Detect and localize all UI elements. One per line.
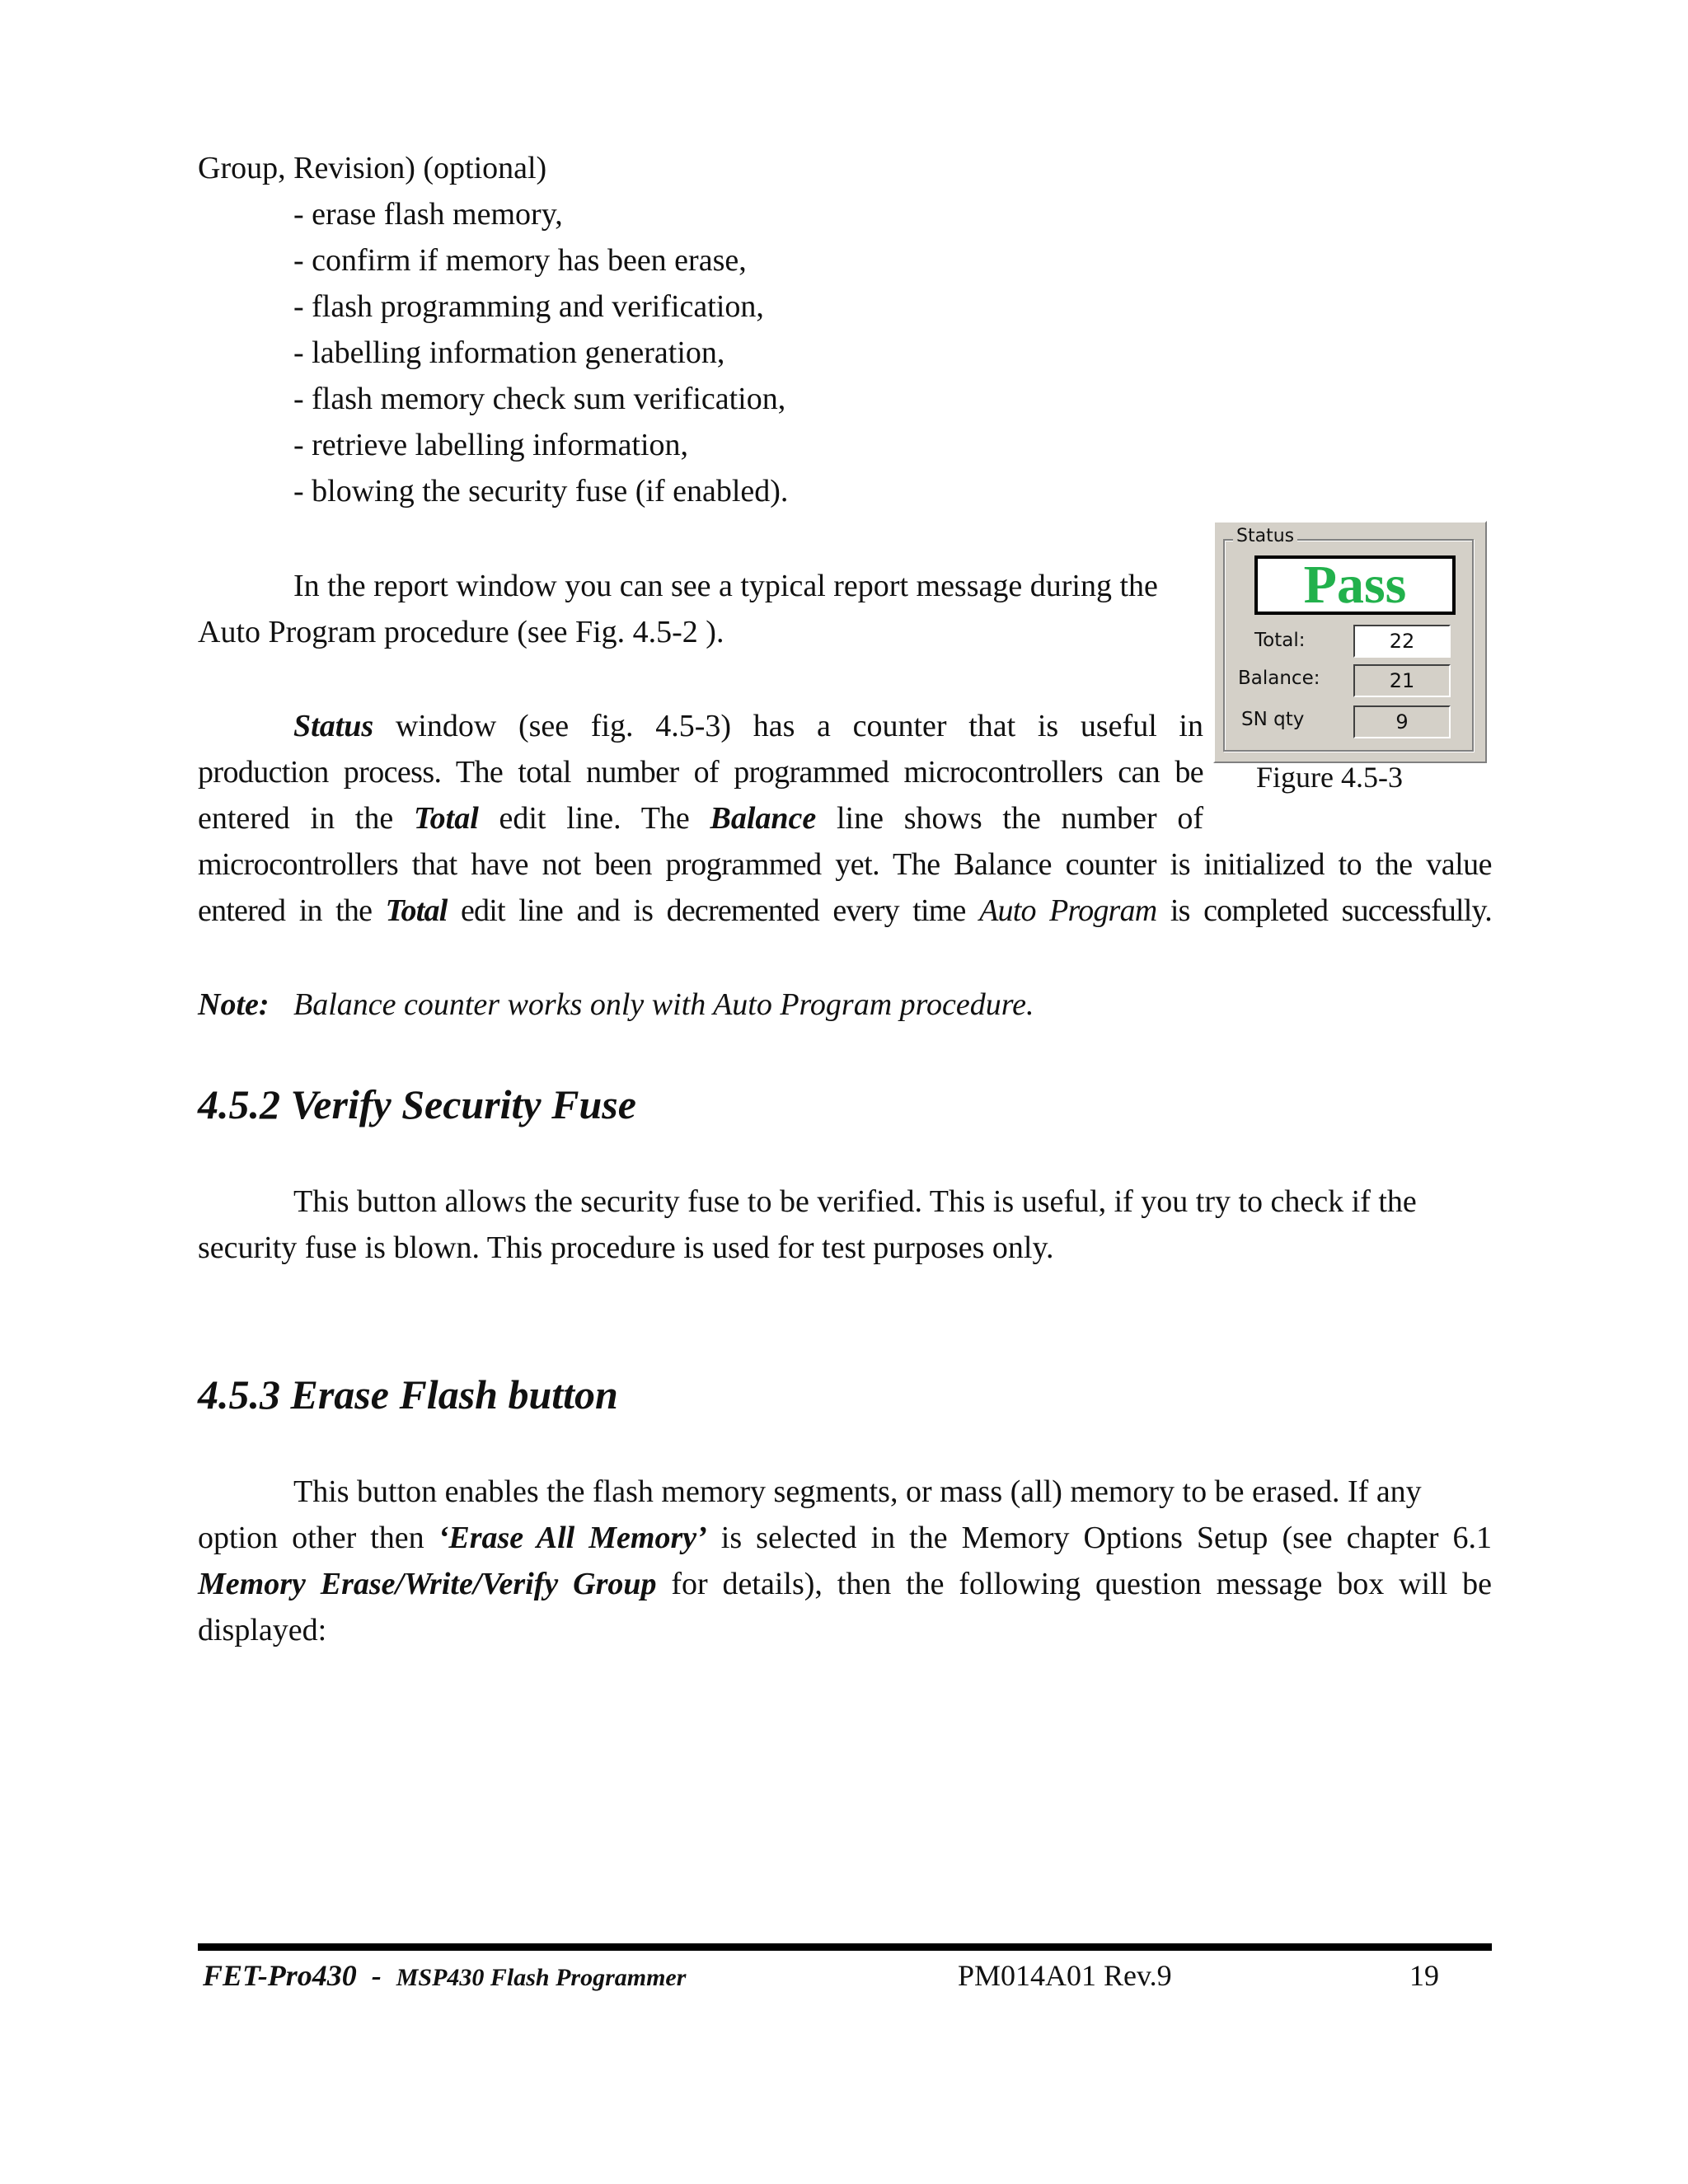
sn-qty-edit: 9 [1353, 705, 1451, 738]
memory-group-term: Memory Erase/Write/Verify Group [198, 1567, 657, 1601]
status-para-text: edit line. The [478, 801, 710, 836]
total-edit[interactable]: 22 [1353, 625, 1451, 658]
list-item: - flash memory check sum verification, [293, 382, 786, 416]
status-para-text: entered in the [198, 893, 386, 928]
status-para-text: is completed successfully. [1156, 893, 1492, 928]
status-para-line-1 [293, 703, 1203, 750]
footer-product: FET-Pro430 [203, 1959, 357, 1992]
list-item: - blowing the security fuse (if enabled). [293, 474, 789, 509]
status-para-line-5 [198, 888, 1492, 935]
erase-flash-para-line-1: This button enables the flash memory segments, or mass (all) memory to be erased. If any [293, 1474, 1422, 1509]
verify-fuse-para-line-1: This button allows the security fuse to be verified. This is useful, if you try to check if the [293, 1184, 1417, 1219]
footer-separator: - [356, 1959, 396, 1992]
list-item: - labelling information generation, [293, 335, 725, 370]
status-para-line-3 [198, 795, 1203, 842]
list-item: - erase flash memory, [293, 197, 563, 232]
total-term: Total [385, 893, 448, 928]
footer-title [203, 1955, 686, 1999]
note-text: Balance counter works only with Auto Program procedure. [293, 987, 1034, 1022]
sn-qty-label: SN qty [1241, 709, 1305, 730]
page-number: 19 [1409, 1959, 1439, 1992]
erase-flash-text: for details), then the following question message box will be [656, 1567, 1492, 1601]
report-para-line-2: Auto Program procedure (see Fig. 4.5-2 ). [198, 615, 724, 649]
pass-indicator: Pass [1254, 555, 1456, 615]
balance-edit: 21 [1353, 664, 1451, 697]
report-para-line-1: In the report window you can see a typical report message during the [293, 569, 1158, 603]
footer-doc-id: PM014A01 Rev.9 [958, 1959, 1172, 1992]
status-term: Status [293, 709, 374, 743]
total-term: Total [413, 801, 479, 836]
erase-all-memory-term: ‘Erase All Memory’ [438, 1521, 707, 1555]
erase-flash-para-line-4: displayed: [198, 1613, 327, 1647]
footer-rule [198, 1943, 1492, 1951]
erase-flash-para-line-2 [198, 1515, 1492, 1562]
verify-fuse-para-line-2: security fuse is blown. This procedure is used for test purposes only. [198, 1230, 1054, 1265]
auto-program-term: Auto Program [979, 893, 1157, 928]
status-para-text: entered in the [198, 801, 414, 836]
intro-lead-line: Group, Revision) (optional) [198, 151, 547, 185]
section-heading-verify-security-fuse: 4.5.2 Verify Security Fuse [198, 1081, 636, 1127]
figure-caption: Figure 4.5-3 [1256, 761, 1403, 794]
erase-flash-text: option other then [198, 1521, 438, 1555]
erase-flash-text: is selected in the Memory Options Setup (see chapter 6.1 [706, 1521, 1493, 1555]
status-para-text: line shows the number of [816, 801, 1204, 836]
total-label: Total: [1254, 630, 1306, 651]
status-group-title: Status [1233, 526, 1297, 547]
balance-label: Balance: [1238, 668, 1320, 689]
note-label: Note: [198, 987, 270, 1022]
status-para-text: window (see fig. 4.5-3) has a counter that is useful in [373, 709, 1203, 743]
list-item: - flash programming and verification, [293, 289, 764, 324]
status-para-line-4: microcontrollers that have not been programmed yet. The Balance counter is initialized to the value [198, 847, 1492, 882]
balance-term: Balance [710, 801, 817, 836]
status-panel-figure [1213, 521, 1487, 763]
status-para-line-2: production process. The total number of programmed microcontrollers can be [198, 755, 1203, 790]
section-heading-erase-flash: 4.5.3 Erase Flash button [198, 1371, 618, 1418]
status-para-text: edit line and is decremented every time [447, 893, 980, 928]
erase-flash-para-line-3 [198, 1561, 1492, 1608]
footer-subtitle: MSP430 Flash Programmer [396, 1964, 687, 1991]
list-item: - confirm if memory has been erase, [293, 243, 747, 278]
list-item: - retrieve labelling information, [293, 428, 689, 462]
